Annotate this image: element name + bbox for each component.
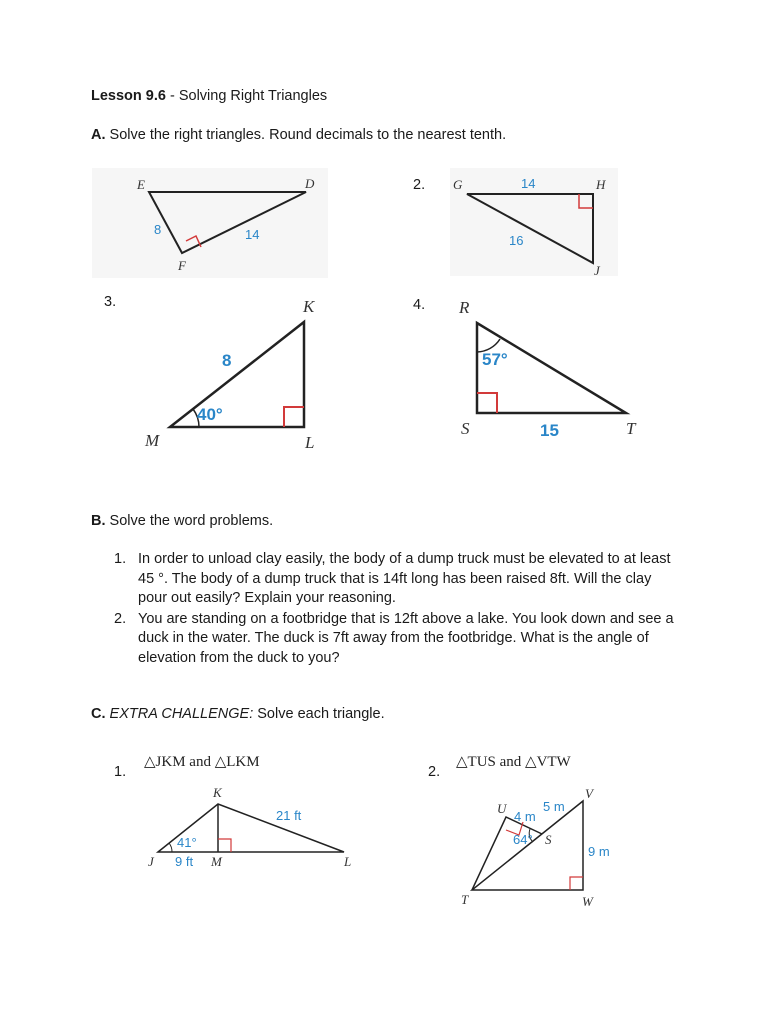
side-gh-measure: 14 (521, 176, 536, 191)
vertex-s-c2-label: S (545, 832, 552, 847)
vertex-h-label: H (596, 177, 606, 192)
problem-a3-number: 3. (104, 294, 117, 310)
vertex-u-label: U (497, 801, 507, 816)
side-mk-measure: 8 (222, 351, 232, 370)
lesson-number: Lesson 9.6 (91, 88, 166, 104)
vertex-j-c1-label: J (148, 854, 154, 869)
vertex-k-label: K (303, 297, 315, 316)
section-b-text: Solve the word problems. (109, 513, 274, 529)
vertex-g-label: G (453, 177, 463, 192)
vertex-m-c1-label: M (211, 854, 222, 869)
side-us-measure: 4 m (514, 809, 536, 824)
vertex-l-c1-label: L (344, 854, 352, 869)
vertex-f-label: F (178, 258, 186, 273)
caption-c1: △JKM and △LKM (144, 754, 260, 770)
section-a-text: Solve the right triangles. Round decimals to the nearest tenth. (109, 127, 507, 143)
section-c-letter: C. (91, 706, 106, 722)
right-angle-mark-w (570, 877, 583, 890)
side-jm-measure: 9 ft (175, 854, 194, 869)
vertex-k-c1-label: K (213, 785, 222, 800)
word-problem-1-text: In order to unload clay easily, the body of a dump truck must be elevated to at least 45 °. The body of a dump truck that is 14ft long has been raised 8ft. Will the clay pour out easily? Explain your reasoning. (138, 551, 671, 606)
side-vs-measure: 5 m (543, 799, 565, 814)
caption-c2: △TUS and △VTW (456, 754, 571, 770)
vertex-e-label: E (137, 177, 145, 192)
side-gj-measure: 16 (509, 233, 524, 248)
side-kl-measure: 21 ft (276, 808, 302, 823)
vertex-t-label: T (626, 419, 636, 438)
vertex-t-c2-label: T (461, 892, 469, 907)
side-vw-measure: 9 m (588, 844, 610, 859)
side-ef-measure: 8 (154, 222, 162, 237)
section-c-label: EXTRA CHALLENGE: (109, 706, 254, 722)
vertex-s-label: S (461, 419, 470, 438)
problem-a4-number: 4. (413, 297, 426, 313)
problem-c2-number: 2. (428, 764, 441, 780)
word-problem-1-number: 1. (114, 551, 127, 567)
triangle-c2-tus (472, 817, 542, 890)
vertex-w-label: W (582, 894, 593, 909)
problem-a2-number: 2. (413, 177, 426, 193)
problem-c1-number: 1. (114, 764, 127, 780)
side-st-measure: 15 (540, 421, 559, 440)
vertex-m-label: M (145, 431, 160, 450)
vertex-v-label: V (585, 786, 593, 801)
section-c-text: Solve each triangle. (253, 706, 385, 722)
section-a-letter: A. (91, 127, 106, 143)
vertex-d-label: D (305, 176, 315, 191)
angle-s-measure: 64° (513, 832, 533, 847)
side-fd-measure: 14 (245, 227, 260, 242)
word-problem-2-text: You are standing on a footbridge that is 12ft above a lake. You look down and see a duck in the water. The duck is 7ft away from the footbridge. What is the angle of elevation from the duck to you? (138, 610, 674, 666)
vertex-l-label: L (305, 433, 315, 452)
angle-j-measure: 41° (177, 835, 197, 850)
word-problem-2-number: 2. (114, 610, 127, 627)
angle-m-measure: 40° (197, 405, 223, 424)
lesson-title: Solving Right Triangles (178, 88, 328, 104)
vertex-j-label: J (594, 263, 600, 278)
vertex-r-label: R (459, 298, 470, 317)
angle-r-measure: 57° (482, 350, 508, 369)
section-b-letter: B. (91, 513, 106, 529)
lesson-separator: - (165, 88, 179, 104)
